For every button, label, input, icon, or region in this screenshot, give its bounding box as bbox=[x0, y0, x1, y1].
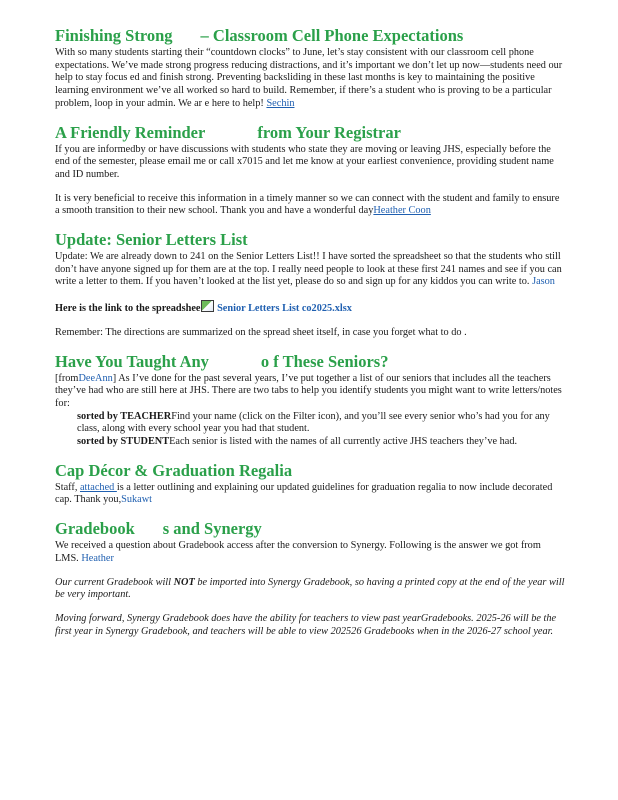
link-lead: Here is the link to the spreadshee bbox=[55, 303, 201, 315]
heading-cap-decor: Cap Décor & Graduation Regalia bbox=[55, 460, 293, 480]
attached-letter-link[interactable]: attached bbox=[79, 481, 117, 493]
section-body bbox=[55, 251, 565, 289]
body-text: ] As I’ve done for the past several years, I’ve put together a list of our seniors that includes all the teachers they’ve had who are still here at JHS. There are two tabs to help you identify students you might want to write letters/notes for: bbox=[55, 372, 562, 409]
quoted-answer bbox=[55, 577, 565, 602]
body-text: We received a question about Gradebook access after the conversion to Synergy. Following is the answer we got from LMS. bbox=[55, 540, 541, 564]
body-text: [from bbox=[55, 372, 79, 384]
author-link-deeann[interactable]: DeeAnn bbox=[78, 372, 113, 384]
excel-file-icon bbox=[201, 300, 214, 312]
heading-part: Have You Taught Any bbox=[55, 351, 209, 371]
list-item bbox=[55, 411, 565, 436]
heading-taught-seniors bbox=[55, 352, 565, 372]
heading-part: Finishing Strong bbox=[55, 26, 173, 45]
author-link-sechin[interactable]: Sechin bbox=[266, 97, 295, 109]
quote-emphasis: NOT bbox=[173, 576, 195, 588]
section-body bbox=[55, 373, 565, 411]
section-body: If you are informedby or have discussions with students who state they are moving or leaving JHS, especially before the end of the semester, please email me or call x7015 and let me know at your earliest convenience, providing student name and ID number. bbox=[55, 143, 554, 180]
section-body bbox=[55, 540, 565, 565]
heading-part: o f These Seniors? bbox=[260, 351, 389, 371]
newsletter-page bbox=[55, 26, 565, 638]
heading-part: from Your Registrar bbox=[257, 122, 401, 142]
bullet-icon bbox=[55, 411, 77, 436]
bullet-lead: sorted by STUDENT bbox=[77, 436, 170, 448]
heading-part: A Friendly Reminder bbox=[55, 122, 206, 142]
bullet-icon bbox=[55, 436, 77, 449]
body-text: Staff, bbox=[55, 481, 80, 493]
heading-gradebooks-synergy bbox=[55, 519, 565, 539]
body-text: Update: We are already down to 241 on the Senior Letters List!! I have sorted the spreadsheet so that the students who still don’t have anyone signed up for them are at the top. I really need people to look at these first 241 names and see if you can write a letter to them. If you haven’t looked at the list yet, please do so and sign up for any kiddos you can write to. bbox=[55, 251, 562, 288]
quoted-answer: Moving forward, Synergy Gradebook does have the ability for teachers to view past yearGradebooks. 2025-26 will be the first year in Synergy Gradebook, and teachers will be able to view 202526 Gradebooks when in the 2026-27 school year. bbox=[55, 612, 557, 637]
author-name-heather: Heather bbox=[81, 552, 114, 564]
heading-finishing-strong bbox=[55, 26, 565, 46]
spreadsheet-link-line bbox=[55, 300, 565, 316]
body-text: With so many students starting their “countdown clocks” to June, let’s stay consistent with our classroom cell phone expectations. We’ve made strong progress reducing distractions, and it’s important we don’t let up now—students need our help to stay focus ed and finish strong. Preventing backsliding in these last months is key to maintaining the positive learning environment we’ve all worked so hard to build. Remember, if there’s a student who is proving to be a particular problem, loop in your admin. We ar e here to help! bbox=[55, 47, 563, 109]
heading-senior-letters: Update: Senior Letters List bbox=[55, 230, 248, 250]
heading-part: – Classroom Cell Phone Expectations bbox=[200, 26, 464, 45]
body-text: is a letter outlining and explaining our updated guidelines for graduation regalia to now include decorated cap. Thank you, bbox=[55, 481, 553, 506]
bullet-text: Find your name (click on the Filter icon), and you’ll see every senior who’s had you for any class, along with every school year you had that student. bbox=[77, 410, 550, 435]
heading-part: Gradebook bbox=[55, 519, 135, 539]
body-text: It is very beneficial to receive this information in a timely manner so we can connect with the student and family to ensure a smooth transition to their new school. Thank you and have a wonderful day bbox=[55, 192, 560, 217]
author-link-heather-coon[interactable]: Heather Coon bbox=[373, 205, 431, 217]
section-body: Remember: The directions are summarized on the spread sheet itself, in case you forget what to do . bbox=[55, 326, 467, 338]
author-link-sukawt[interactable]: Sukawt bbox=[121, 494, 153, 506]
spreadsheet-link[interactable]: Senior Letters List co2025.xlsx bbox=[217, 303, 352, 315]
bullet-text: Each senior is listed with the names of all currently active JHS teachers they’ve had. bbox=[169, 436, 518, 448]
section-body bbox=[55, 193, 565, 218]
heading-friendly-reminder bbox=[55, 123, 565, 143]
list-item bbox=[55, 436, 565, 449]
section-body bbox=[55, 482, 565, 507]
heading-part: s and Synergy bbox=[162, 519, 262, 539]
section-body bbox=[55, 47, 565, 111]
author-name-jason: Jason bbox=[532, 276, 555, 288]
quote-text: Our current Gradebook will bbox=[55, 576, 174, 588]
quote-text: be imported into Synergy Gradebook, so having a printed copy at the end of the year will be very important. bbox=[55, 576, 565, 601]
bullet-lead: sorted by TEACHER bbox=[77, 410, 172, 422]
